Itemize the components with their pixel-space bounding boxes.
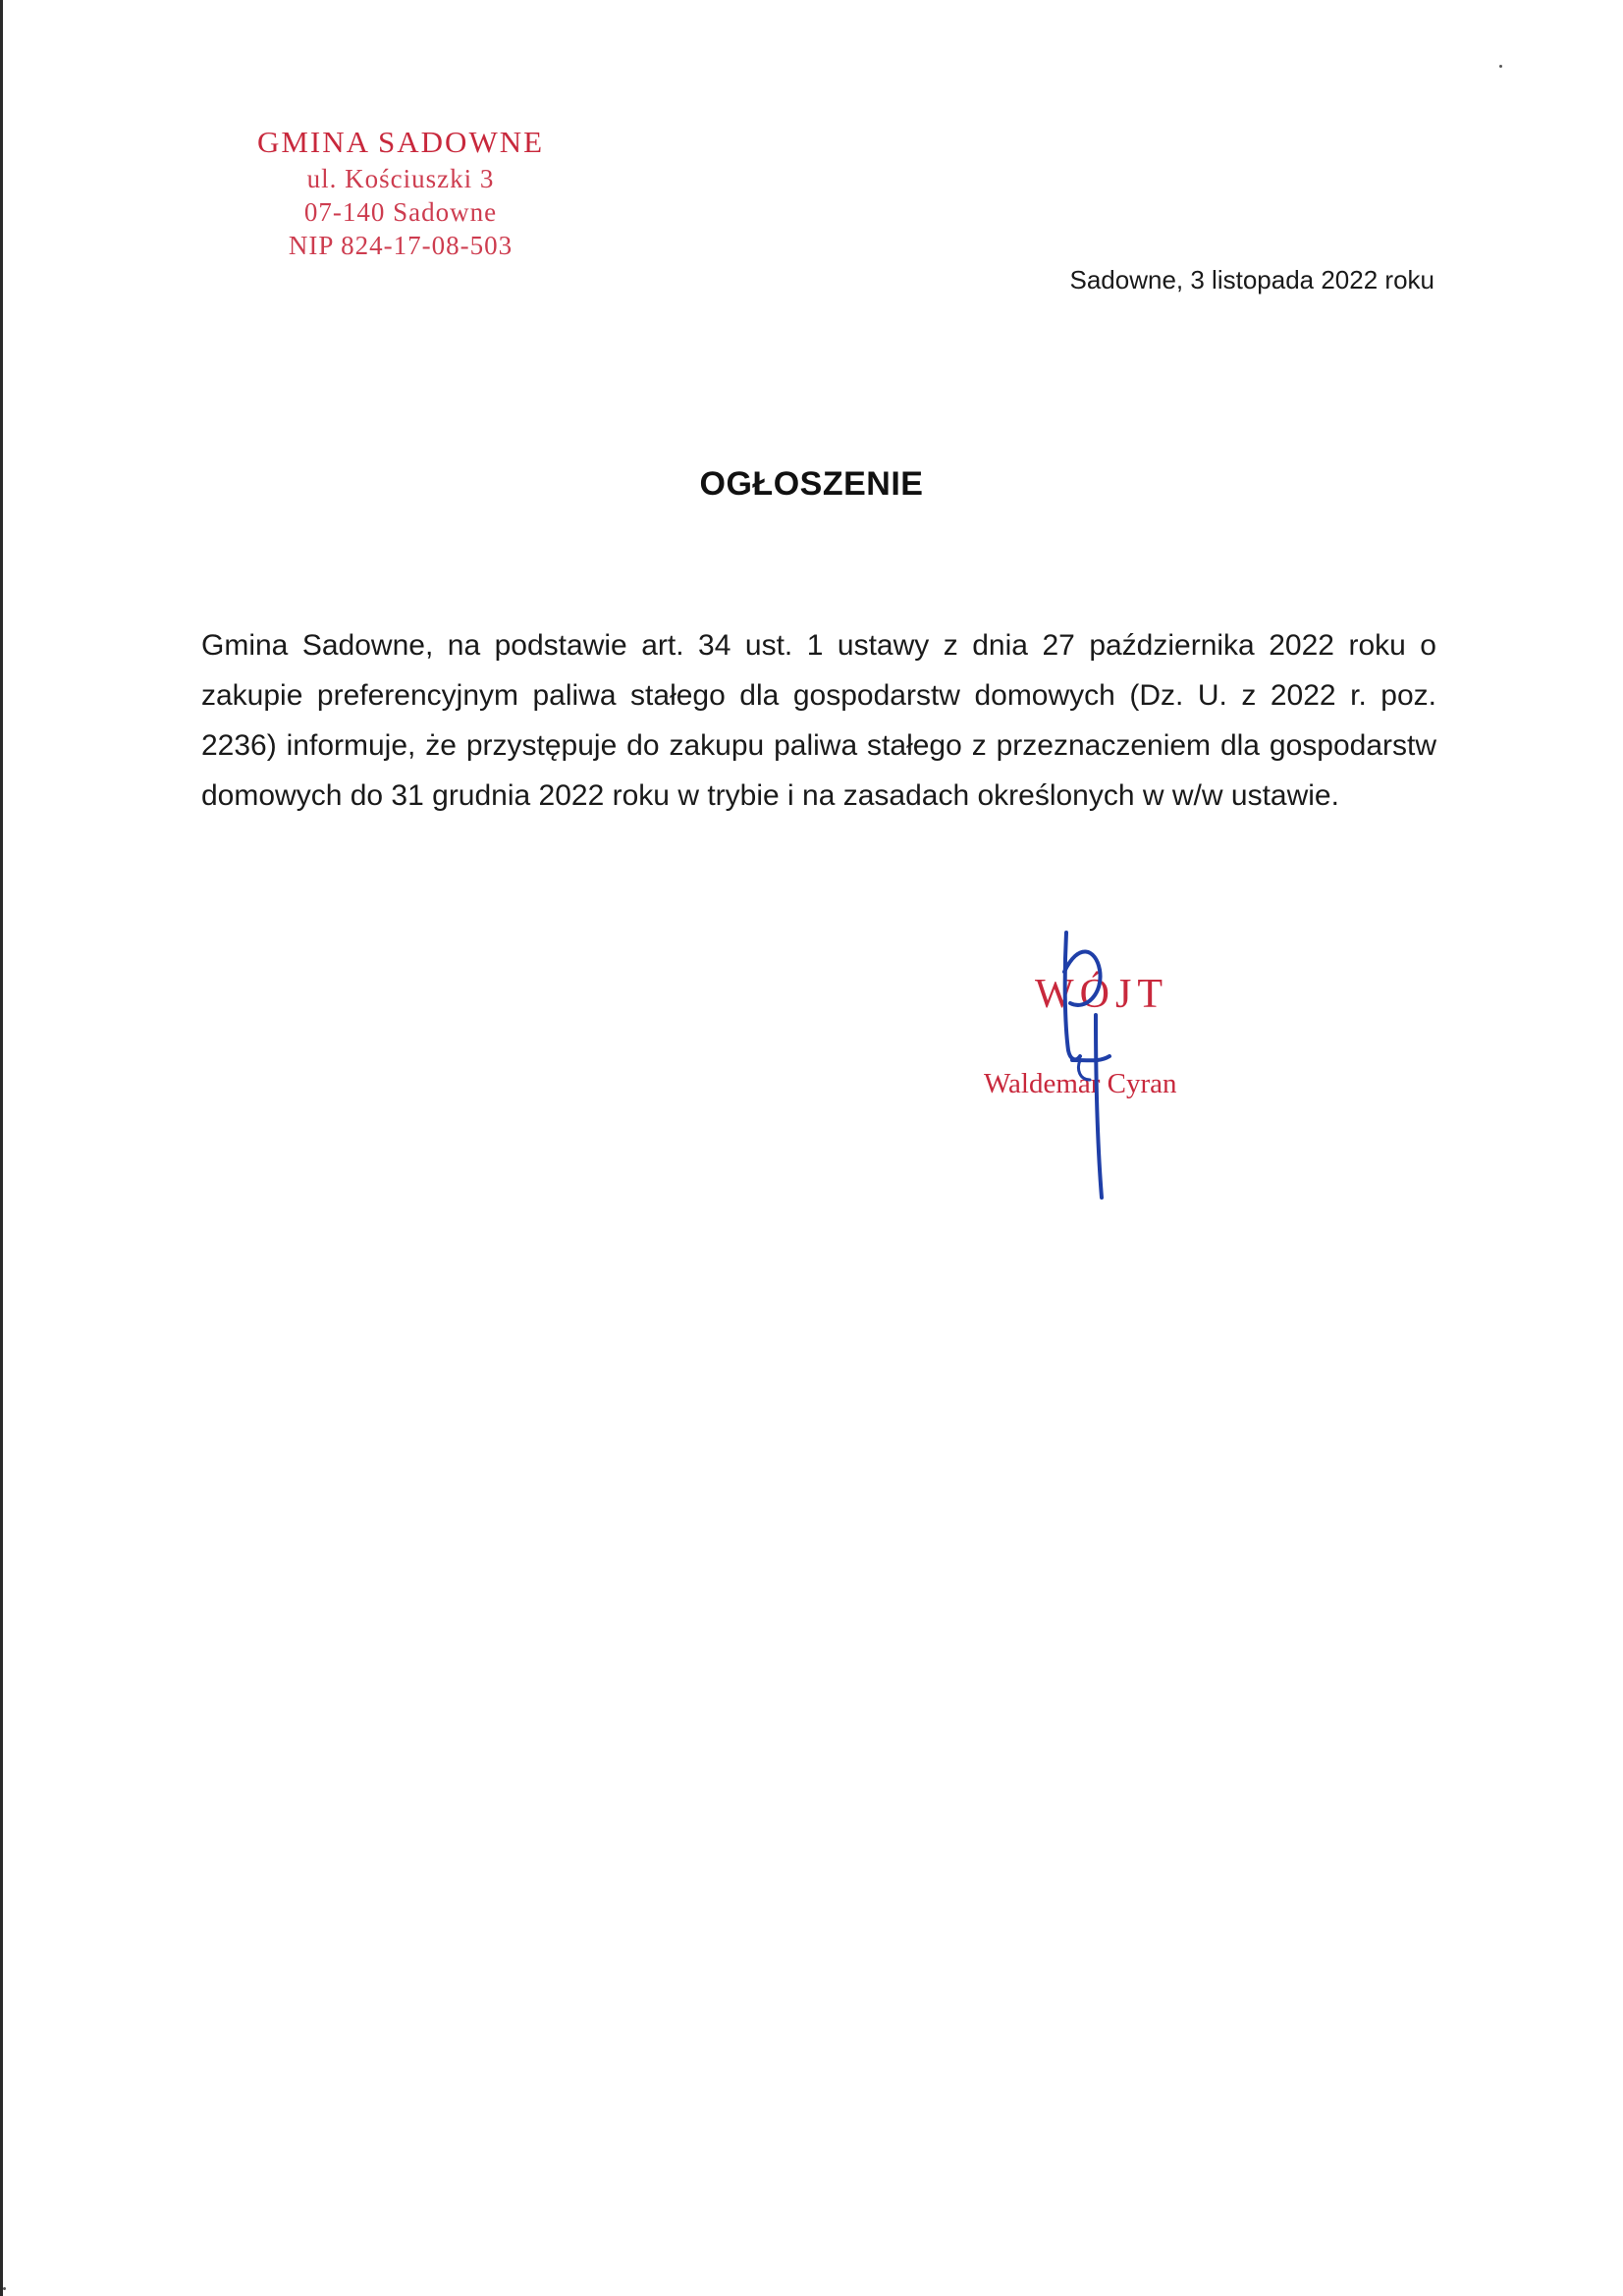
stamp-office-name: GMINA SADOWNE (256, 125, 545, 159)
stamp-street: ul. Kościuszki 3 (306, 164, 495, 193)
signature-stroke (1078, 1060, 1090, 1080)
scan-edge (0, 0, 3, 2296)
signature-block (962, 913, 1276, 1227)
announcement-body: Gmina Sadowne, na podstawie art. 34 ust. 1 ustawy z dnia 27 października 2022 roku o zakupie preferencyjnym paliwa stałego dla gospodarstw domowych (Dz. U. z 2022 r. poz. 2236) informuje, że przystępuje do zakupu paliwa stałego z przeznaczeniem dla gospodarstw domowych do 31 grudnia 2022 roku w trybie i na zasadach określonych w w/w ustawie. (201, 629, 1436, 812)
signature-stroke (1096, 1015, 1102, 1198)
office-stamp (224, 123, 577, 262)
signature-stroke (1064, 951, 1101, 1004)
scan-speck (3, 2287, 6, 2290)
stamp-nip: NIP 824-17-08-503 (288, 231, 514, 260)
stamp-postal: 07-140 Sadowne (303, 197, 498, 227)
scan-speck (1499, 65, 1502, 68)
document-date: Sadowne, 3 listopada 2022 roku (1069, 265, 1434, 294)
signature-stamp-name: Waldemar Cyran (984, 1068, 1177, 1099)
document-title: OGŁOSZENIE (699, 465, 924, 503)
handwritten-signature-icon (962, 913, 1276, 1227)
signature-stamp-title: WÓJT (1035, 972, 1168, 1017)
